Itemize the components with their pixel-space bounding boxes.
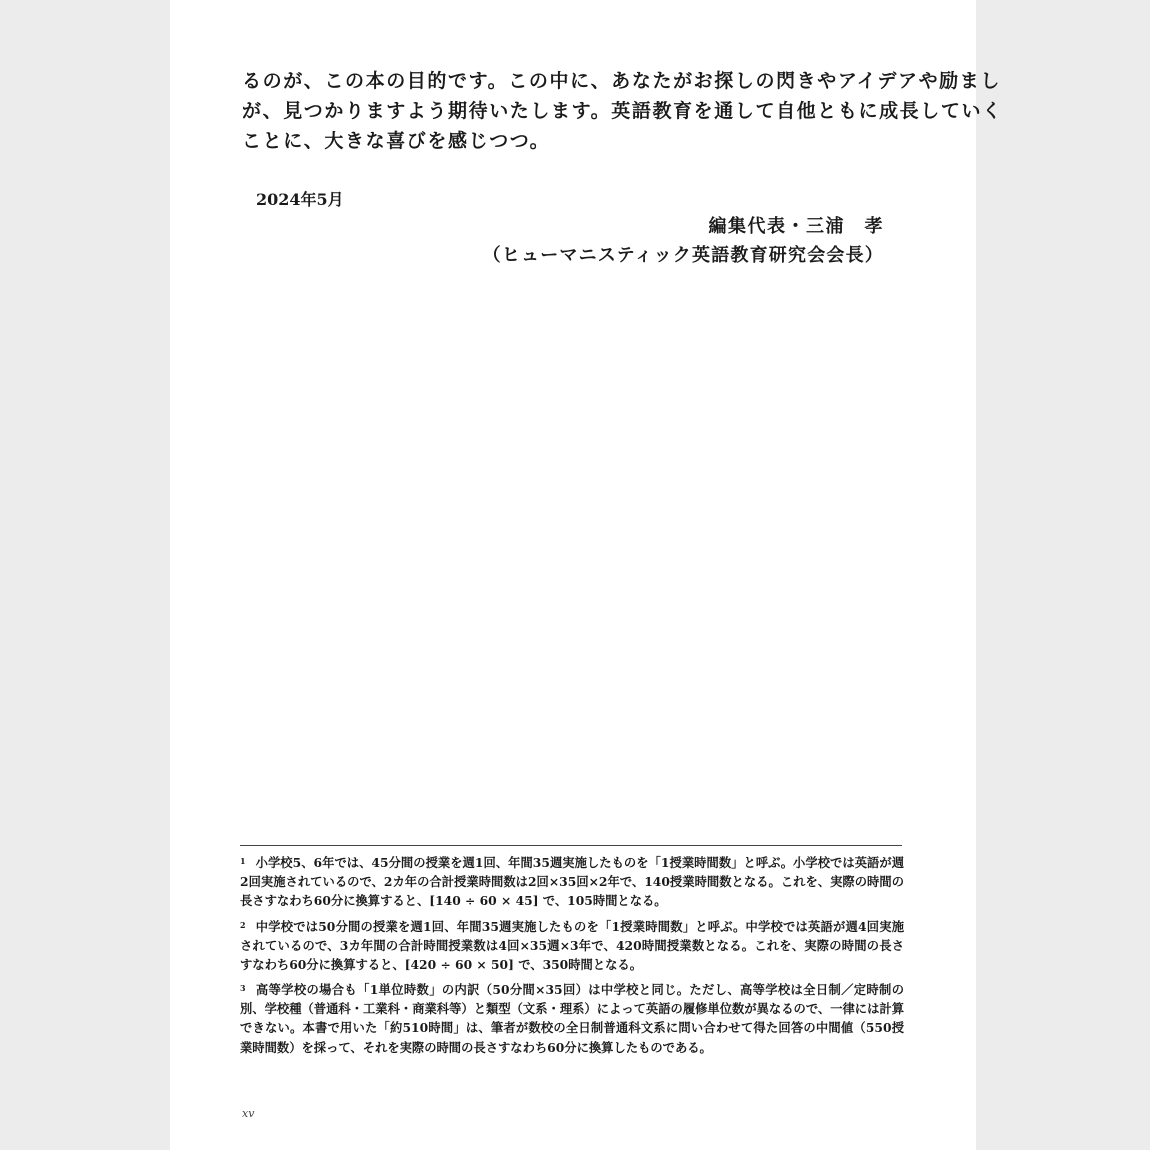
footnote-3 — [240, 980, 904, 1057]
body-text-line: るのが、この本の目的です。この中に、あなたがお探しの閃きやアイデアや励まし — [242, 70, 1001, 92]
footnote-marker: 3 — [240, 983, 246, 994]
footnote-text: 高等学校の場合も「1単位時数」の内訳（50分間×35回）は中学校と同じ。ただし、高等学校は全日制／定時制の別、学校種（普通科・工業科・商業科等）と類型（文系・理系）によって英語の履修単位数が異なるので、一律には計算できない。本書で用いた「約510時間」は、筆者が数校の全日制普通科文系に問い合わせて得た回答の中間値（550授業時間数）を採って、それを実際の時間の長さすなわち60分に換算したものである。 — [240, 982, 904, 1055]
footnote-divider — [240, 845, 902, 846]
body-text-line: ことに、大きな喜びを感じつつ。 — [242, 130, 551, 152]
page-number: xv — [242, 1107, 255, 1120]
body-text-line: が、見つかりますよう期待いたします。英語教育を通して自他ともに成長していく — [242, 100, 1003, 122]
book-page — [170, 0, 1003, 1150]
footnote-text: 小学校5、6年では、45分間の授業を週1回、年間35週実施したものを「1授業時間数」と呼ぶ。小学校では英語が週2回実施されているので、2カ年の合計授業時間数は2回×35回×2年で、140授業時間数となる。これを、実際の時間の長さすなわち60分に換算すると、[140 ÷ 60 × 45] で、105時間となる。 — [240, 855, 904, 909]
footnote-marker: 2 — [240, 919, 246, 930]
editor-affiliation: （ヒューマニスティック英語教育研究会会長） — [482, 245, 884, 266]
footnote-marker: 1 — [240, 856, 246, 866]
footnote-2 — [240, 917, 904, 975]
footnote-1 — [240, 853, 904, 911]
footnote-text: 中学校では50分間の授業を週1回、年間35週実施したものを「1授業時間数」と呼ぶ。中学校では英語が週4回実施されているので、3カ年間の合計時間授業数は4回×35週×3年で、420時間授業数となる。これを、実際の時間の長さすなわち60分に換算すると、[420 ÷ 60 × 50] で、350時間となる。 — [240, 918, 904, 972]
footnotes — [240, 853, 904, 1063]
editor-signature: 編集代表・三浦 孝 — [708, 216, 884, 237]
date-line: 2024年5月 — [256, 190, 344, 209]
